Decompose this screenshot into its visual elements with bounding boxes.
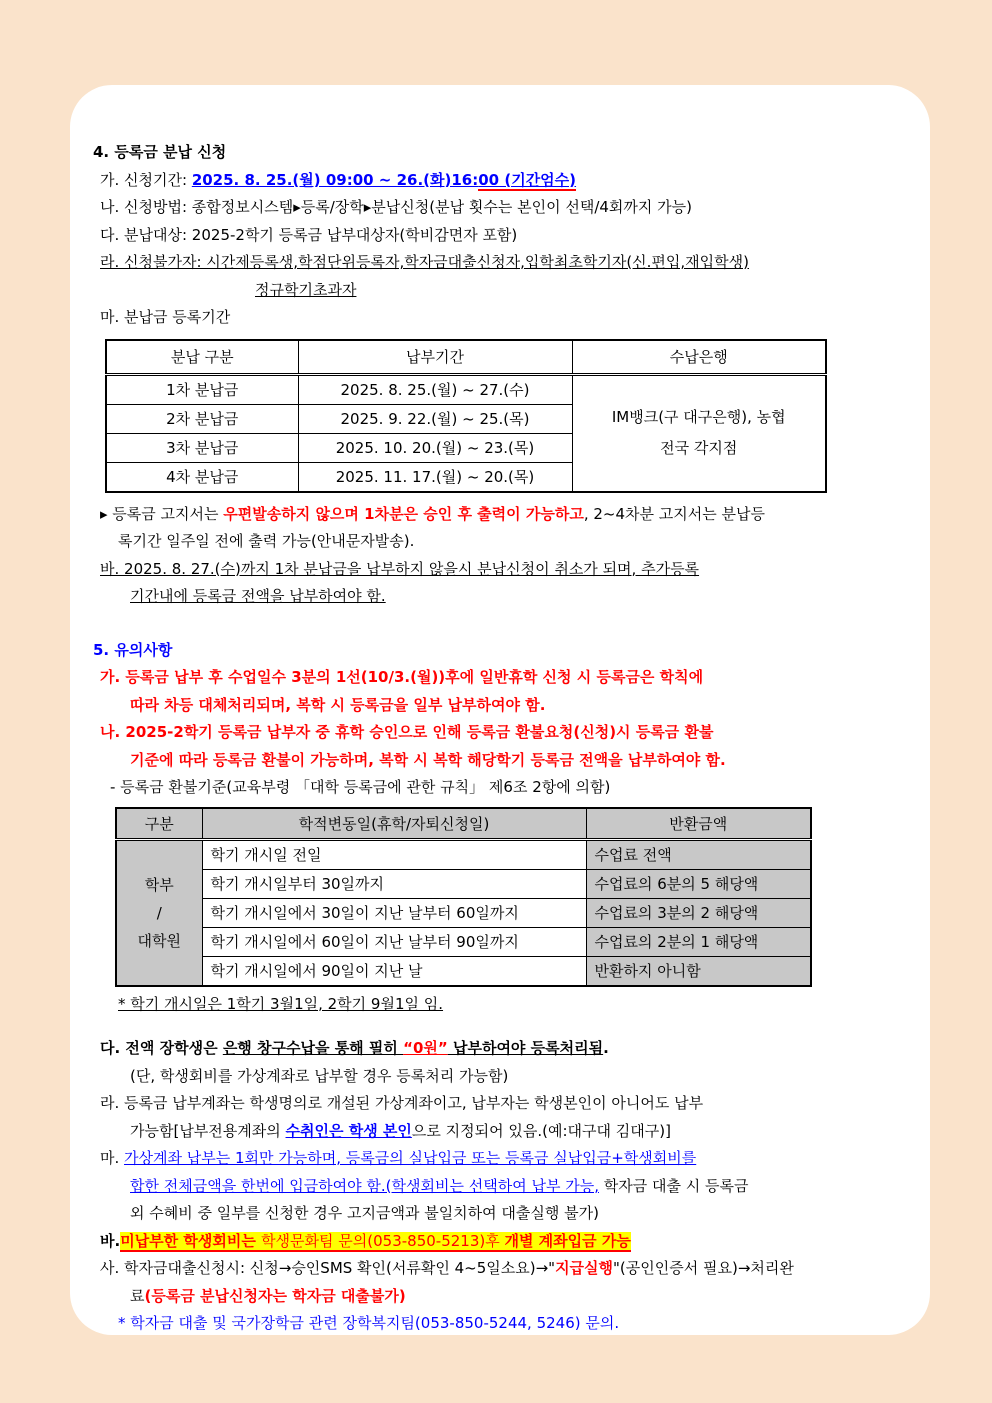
cancellation-notice-line2 [93, 583, 910, 611]
leave-rule-line1: 가. 등록금 납부 후 수업일수 3분의 1선(10/3.(월))후에 일반휴학 신청 시 등록금은 학칙에 [100, 668, 704, 686]
deposit-rule-blue1: 가상계좌 납부는 1회만 가능하며, 등록금의 실납입금 또는 등록금 실납입금+학생회비를 [124, 1149, 697, 1167]
bill-notice-line2: 록기간 일주일 전에 출력 가능(안내문자발송). [118, 532, 415, 550]
scholarship-sub-line: (단, 학생회비를 가상계좌로 납부할 경우 등록처리 가능함) [130, 1066, 509, 1085]
refund-amount-cell: 수업료의 2분의 1 해당액 [586, 927, 811, 956]
cancellation-notice-text: 바. 2025. 8. 27.(수)까지 1차 분납금을 납부하지 않을시 분납신청이 취소가 되며, 추가등록 [100, 559, 700, 578]
cancellation-notice-text2: 기간내에 등록금 전액을 납부하여야 함. [130, 587, 386, 605]
bill-notice-pre: 등록금 고지서는 [107, 504, 224, 523]
payment-period-cell: 2025. 9. 22.(월) ~ 25.(목) [298, 404, 572, 433]
deposit-rule-black: 학자금 대출 시 등록금 [598, 1176, 749, 1195]
semester-start-footnote [93, 991, 910, 1019]
scholarship-pre: 전액 장학생은 [125, 1039, 223, 1057]
table-row [116, 927, 811, 956]
table-row [116, 839, 811, 869]
item-ma-label: 마. [100, 1149, 125, 1167]
application-period-label: 가. 신청기간: [100, 170, 192, 189]
installment-label-cell: 4차 분납금 [106, 462, 298, 492]
item-ba-label: 바. [100, 1231, 121, 1250]
payment-period-cell: 2025. 10. 20.(월) ~ 23.(목) [298, 433, 572, 462]
change-date-cell: 학기 개시일에서 30일이 지난 날부터 60일까지 [202, 898, 586, 927]
header-cell: 구분 [116, 808, 202, 840]
virtual-account-line1: 라. 등록금 납부계좌는 학생명의로 개설된 가상계좌이고, 납부자는 학생본인이 아니어도 납부 [100, 1094, 704, 1112]
refund-amount-cell: 수업료의 3분의 2 해당액 [586, 898, 811, 927]
table-header-row [116, 808, 811, 840]
virtual-account-line2 [93, 1118, 910, 1146]
ineligible-extra: 정규학기초과자 [255, 280, 357, 299]
refund-amount-cell: 수업료의 6분의 5 해당액 [586, 869, 811, 898]
loan-execution-text: 지급실행 [555, 1259, 614, 1277]
bank-branch: 전국 각지점 [660, 439, 738, 457]
deposit-rule-line3: 외 수혜비 중 일부를 신청한 경우 고지금액과 불일치하여 대출실행 불가) [130, 1204, 599, 1222]
header-cell: 분납 구분 [106, 340, 298, 375]
bank-name: IM뱅크(구 대구은행), 농협 [611, 408, 786, 426]
payment-period-cell: 2025. 11. 17.(월) ~ 20.(목) [298, 462, 572, 492]
table-row [106, 374, 826, 404]
loan-restriction-text: (등록금 분납신청자는 학자금 대출불가) [144, 1286, 406, 1305]
virtual-account-post: 으로 지정되어 있음.(예:대구대 김대구)] [411, 1121, 671, 1140]
application-period-date-tail: 00 (기간엄수) [478, 170, 577, 189]
table-row [116, 956, 811, 986]
leave-rule-line2: 따라 차등 대체처리되며, 복학 시 등록금을 일부 납부하여야 함. [130, 695, 546, 714]
deposit-rule-blue2: 합한 전체금액을 한번에 입금하여야 함.(학생회비는 선택하여 납부 가능, [130, 1176, 599, 1195]
refund-amount-cell: 반환하지 아니함 [586, 956, 811, 986]
table-row [116, 898, 811, 927]
loan-process-pre: 사. 학자금대출신청시: 신청→승인SMS 확인(서류확인 4~5일소요)→" [100, 1259, 556, 1277]
installment-target-line: 다. 분납대상: 2025-2학기 등록금 납부대상자(학비감면자 포함) [100, 225, 518, 244]
deposit-rule-line1 [93, 1145, 910, 1173]
triangle-bullet-icon: ▸ [100, 504, 108, 523]
table-row [116, 869, 811, 898]
section4-title: 4. 등록금 분납 신청 [93, 143, 227, 161]
header-cell: 수납은행 [572, 340, 826, 375]
virtual-account-pre: 가능함[납부전용계좌의 [130, 1121, 286, 1140]
loan-process-post: "(공인인증서 필요)→처리완 [613, 1259, 794, 1277]
installment-label-cell: 1차 분납금 [106, 374, 298, 404]
ineligible-applicants-line: 라. 신청불가자: 시간제등록생,학점단위등록자,학자금대출신청자,입학최초학기자(신.편입,재입학생) [100, 253, 749, 271]
installment-label-cell: 3차 분납금 [106, 433, 298, 462]
refund-standard-line: - 등록금 환불기준(교육부령 「대학 등록금에 관한 규칙」 제6조 2항에 의함) [110, 778, 611, 796]
scholarship-underlined2: 납부하여야 등록처리됨 [447, 1039, 604, 1057]
header-cell: 납부기간 [298, 340, 572, 375]
bank-cell [572, 374, 826, 492]
unpaid-fee-bold2: 개별 계좌입금 가능 [504, 1231, 631, 1250]
ineligible-applicants-line2 [93, 277, 910, 305]
division-undergrad: 학부 [144, 875, 174, 894]
change-date-cell: 학기 개시일부터 30일까지 [202, 869, 586, 898]
semester-start-footnote-text: * 학기 개시일은 1학기 3월1일, 2학기 9월1일 임. [118, 994, 444, 1013]
header-cell: 학적변동일(휴학/자퇴신청일) [202, 808, 586, 840]
payee-student-text: 수취인은 학생 본인 [285, 1121, 412, 1140]
unpaid-fee-line [93, 1228, 910, 1256]
loan-contact-footnote: * 학자금 대출 및 국가장학금 관련 장학복지팀(053-850-5244, 5246) 문의. [118, 1314, 620, 1332]
bill-notice-warning: 우편발송하지 않으며 1차분은 승인 후 출력이 가능하고 [223, 504, 584, 523]
payment-period-cell: 2025. 8. 25.(월) ~ 27.(수) [298, 374, 572, 404]
installment-schedule-table [105, 339, 827, 493]
refund-amount-cell: 수업료 전액 [586, 839, 811, 869]
change-date-cell: 학기 개시일에서 90일이 지난 날 [202, 956, 586, 986]
refund-rule-line2: 기준에 따라 등록금 환불이 가능하며, 복학 시 복학 해당학기 등록금 전액을 납부하여야 함. [130, 750, 726, 769]
scholarship-payment-line [93, 1035, 910, 1063]
unpaid-fee-highlight [120, 1232, 631, 1252]
installment-period-line: 마. 분납금 등록기간 [100, 308, 231, 326]
refund-rule-line1: 나. 2025-2학기 등록금 납부자 중 휴학 승인으로 인해 등록금 환불요청(신청)시 등록금 환불 [100, 723, 714, 741]
application-period-line [93, 167, 910, 195]
loan-process-line1 [93, 1255, 910, 1283]
application-period-date: 2025. 8. 25.(월) 09:00 ~ 26.(화)16: [191, 170, 479, 189]
unpaid-fee-contact: 학생문화팀 문의(053-850-5213)후 [261, 1231, 505, 1250]
cancellation-notice-line [93, 556, 910, 584]
application-method-line: 나. 신청방법: 종합정보시스템▸등록/장학▸분납신청(분납 횟수는 본인이 선택/4회까지 가능) [100, 198, 692, 216]
unpaid-fee-bold1: 미납부한 학생회비는 [120, 1231, 262, 1250]
loan-process-tail: 료 [130, 1286, 145, 1305]
change-date-cell: 학기 개시일에서 60일이 지난 날부터 90일까지 [202, 927, 586, 956]
scholarship-underlined: 은행 창구수납을 통해 필히 [222, 1039, 404, 1057]
change-date-cell: 학기 개시일 전일 [202, 839, 586, 869]
division-slash: / [156, 903, 162, 922]
division-cell [116, 839, 202, 986]
division-grad: 대학원 [137, 931, 181, 950]
scholarship-period: . [603, 1039, 609, 1057]
bill-notice-line [93, 501, 910, 529]
item-da-label: 다. [100, 1039, 126, 1057]
table-header-row [106, 340, 826, 375]
section5-title: 5. 유의사항 [93, 640, 173, 659]
content-panel [70, 85, 930, 1335]
deposit-rule-line2 [93, 1173, 910, 1201]
header-cell: 반환금액 [586, 808, 811, 840]
refund-standard-table [115, 807, 812, 987]
loan-process-line2 [93, 1283, 910, 1311]
installment-label-cell: 2차 분납금 [106, 404, 298, 433]
zero-won-text: “0원” [403, 1039, 448, 1057]
bill-notice-post: , 2~4차분 고지서는 분납등 [583, 504, 765, 523]
